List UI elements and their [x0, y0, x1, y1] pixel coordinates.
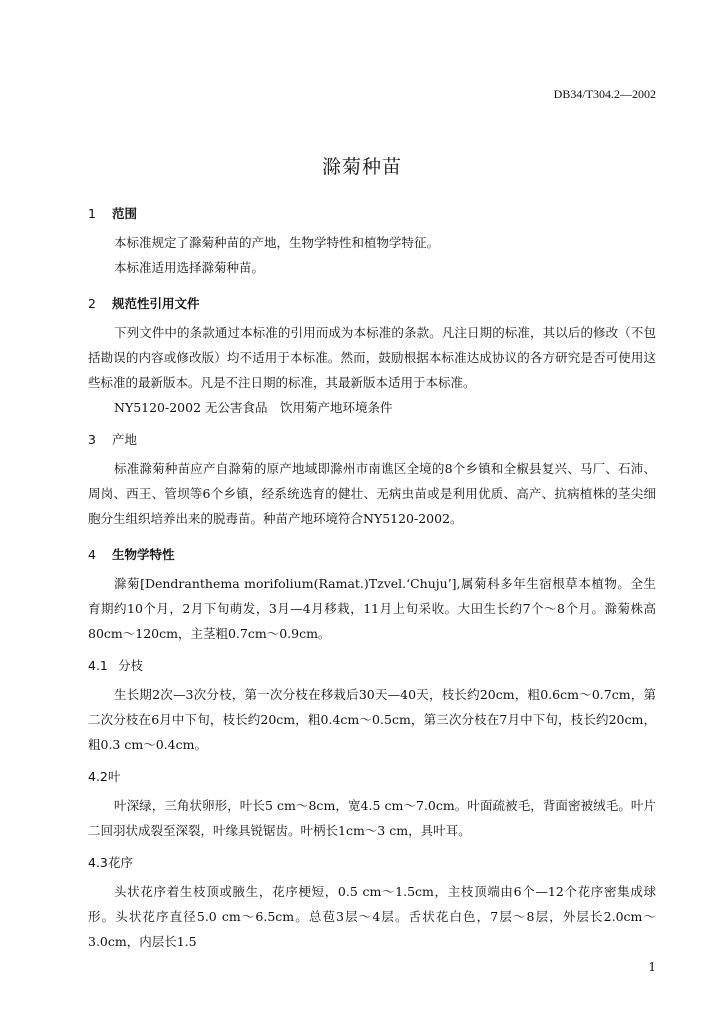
paragraph: 本标准适用选择滁菊种苗。 — [114, 260, 265, 275]
section-number: 4.1 — [88, 658, 108, 673]
paragraph: 头状花序着生枝顶或腋生，花序梗短，0.5 cm～1.5cm，主枝顶端由6个—12个花序密集成球形。头状花序直径5.0 cm～6.5cm。总苞3层～4层。舌状花白色，7层～8层，外层长2.0cm～3.0cm，内层长1.5 — [88, 884, 656, 949]
paragraph: 滁菊[Dendranthema morifolium(Ramat.)Tzvel.‘Chuju’],属菊科多年生宿根草本植物。全生育期约10个月，2月下旬萌发，3月—4月移栽，11月上旬采收。大田生长约7个～8个月。滁菊株高80cm～120cm，主茎粗0.7cm～0.9cm。 — [88, 576, 656, 641]
section-title: 叶 — [108, 769, 121, 784]
section-number: 1 — [88, 206, 96, 221]
paragraph: NY5120-2002 无公害食品 饮用菊产地环境条件 — [114, 400, 393, 415]
section-title: 规范性引用文件 — [112, 296, 200, 311]
section-heading — [88, 430, 656, 448]
paragraph: 标准滁菊种苗应产自滁菊的原产地域即滁州市南谯区全境的8个乡镇和全椒县复兴、马厂、石沛、周岗、西王、管坝等6个乡镇，经系统选育的健壮、无病虫苗或是利用优质、高产、抗病植株的茎尖细胞分生组织培养出来的脱毒苗。种苗产地环境符合NY5120-2002。 — [88, 461, 656, 526]
section-heading — [88, 545, 656, 563]
paragraph: 生长期2次—3次分枝，第一次分枝在移栽后30天—40天，枝长约20cm，粗0.6cm～0.7cm，第二次分枝在6月中下旬，枝长约20cm，粗0.4cm～0.5cm，第三次分枝在7月中下旬，枝长约20cm，粗0.3 cm～0.4cm。 — [88, 687, 656, 752]
page-number: 1 — [648, 960, 656, 974]
subsection-heading — [88, 656, 656, 674]
section-number: 2 — [88, 296, 96, 311]
section-title: 分枝 — [118, 658, 144, 673]
paragraph: 叶深绿，三角状卵形，叶长5 cm～8cm，宽4.5 cm～7.0cm。叶面疏被毛，背面密被绒毛。叶片二回羽状成裂至深裂，叶缘具锐锯齿。叶柄长1cm～3 cm，具叶耳。 — [88, 798, 656, 838]
section-heading — [88, 204, 656, 222]
subsection-heading — [88, 767, 656, 785]
paragraph: 本标准规定了滁菊种苗的产地，生物学特性和植物学特征。 — [114, 235, 440, 250]
standard-code: DB34/T304.2—2002 — [553, 87, 656, 101]
document-title: 滁菊种苗 — [321, 156, 402, 178]
section-title: 产地 — [112, 432, 138, 447]
section-title: 花序 — [108, 855, 134, 870]
section-number: 4 — [88, 547, 96, 562]
section-number: 4.3 — [88, 855, 108, 870]
section-title: 范围 — [112, 206, 138, 221]
subsection-heading — [88, 853, 656, 871]
section-heading — [88, 294, 656, 312]
section-number: 4.2 — [88, 769, 108, 784]
document-body — [88, 204, 656, 954]
section-number: 3 — [88, 432, 96, 447]
section-title: 生物学特性 — [112, 547, 175, 562]
paragraph: 下列文件中的条款通过本标准的引用而成为本标准的条款。凡注日期的标准，其以后的修改（不包括勘误的内容或修改版）均不适用于本标准。然而，鼓励根据本标准达成协议的各方研究是否可使用这些标准的最新版本。凡是不注日期的标准，其最新版本适用于本标准。 — [88, 325, 656, 390]
